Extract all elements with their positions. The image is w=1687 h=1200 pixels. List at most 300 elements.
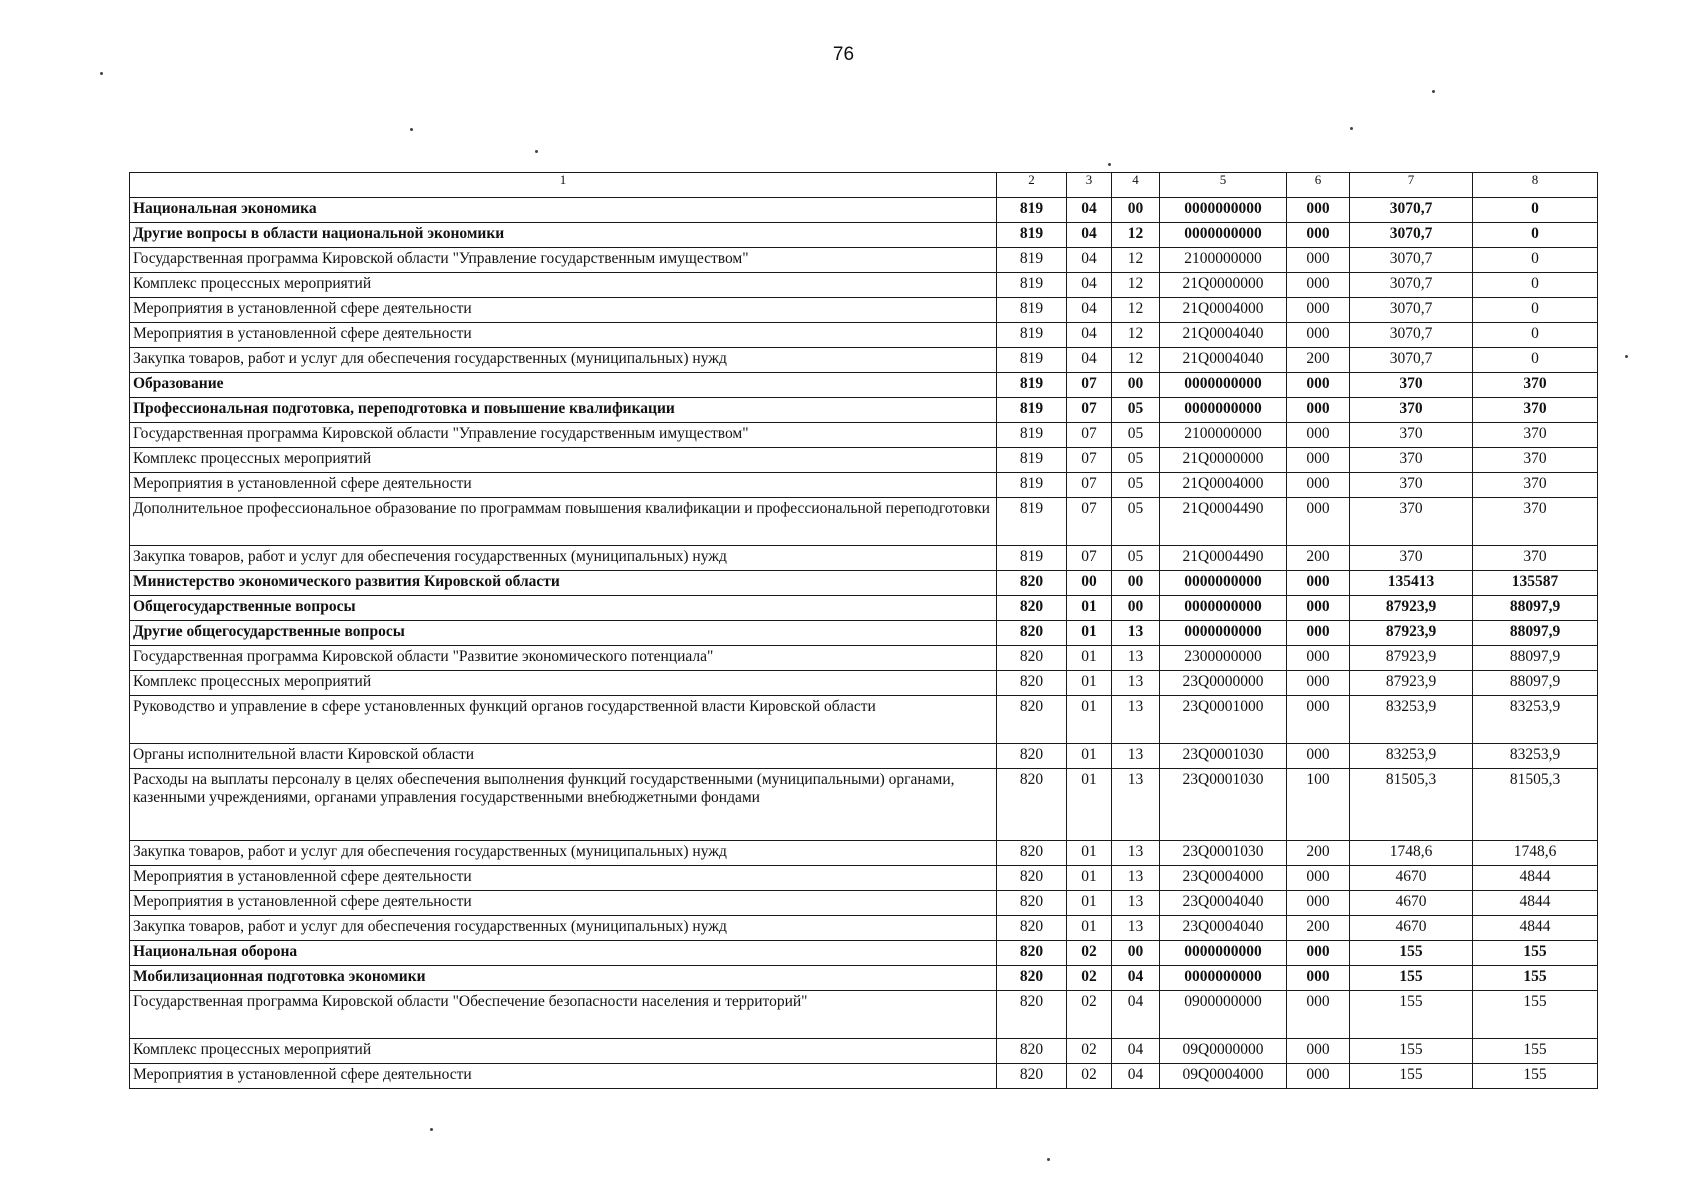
amount-cell: 3070,7 [1350,323,1473,348]
expense-type-cell: 000 [1287,248,1350,273]
column-header: 2 [997,173,1067,198]
target-article-cell: 21Q0000000 [1160,448,1287,473]
row-name-cell: Органы исполнительной власти Кировской области [130,744,997,769]
expense-type-cell: 000 [1287,571,1350,596]
expense-type-cell: 000 [1287,398,1350,423]
row-name-cell: Закупка товаров, работ и услуг для обеспечения государственных (муниципальных) нужд [130,348,997,373]
amount-cell: 1748,6 [1473,841,1598,866]
subsection-cell: 05 [1112,546,1160,571]
row-name-cell: Мероприятия в установленной сфере деятельности [130,473,997,498]
subsection-cell: 12 [1112,323,1160,348]
section-cell: 02 [1067,941,1112,966]
subsection-cell: 00 [1112,571,1160,596]
target-article-cell: 0000000000 [1160,223,1287,248]
subsection-cell: 13 [1112,769,1160,841]
section-cell: 07 [1067,448,1112,473]
amount-cell: 0 [1473,273,1598,298]
amount-cell: 88097,9 [1473,671,1598,696]
subsection-cell: 05 [1112,423,1160,448]
target-article-cell: 2100000000 [1160,423,1287,448]
section-cell: 04 [1067,323,1112,348]
expense-type-cell: 000 [1287,198,1350,223]
code-cell: 819 [997,373,1067,398]
target-article-cell: 23Q0001030 [1160,769,1287,841]
table-row [130,398,1598,423]
row-name-cell: Комплекс процессных мероприятий [130,1039,997,1064]
row-name-cell: Закупка товаров, работ и услуг для обеспечения государственных (муниципальных) нужд [130,841,997,866]
code-cell: 820 [997,866,1067,891]
target-article-cell: 0000000000 [1160,398,1287,423]
section-cell: 04 [1067,223,1112,248]
amount-cell: 370 [1350,398,1473,423]
amount-cell: 87923,9 [1350,621,1473,646]
row-name-cell: Общегосударственные вопросы [130,596,997,621]
subsection-cell: 13 [1112,891,1160,916]
expense-type-cell: 000 [1287,966,1350,991]
scan-speck [1047,1158,1050,1161]
target-article-cell: 21Q0004040 [1160,323,1287,348]
table-row [130,671,1598,696]
column-header: 5 [1160,173,1287,198]
target-article-cell: 0000000000 [1160,621,1287,646]
code-cell: 820 [997,646,1067,671]
amount-cell: 3070,7 [1350,223,1473,248]
expense-type-cell: 000 [1287,373,1350,398]
code-cell: 819 [997,423,1067,448]
table-row [130,248,1598,273]
expense-type-cell: 000 [1287,744,1350,769]
table-row [130,596,1598,621]
row-name-cell: Закупка товаров, работ и услуг для обеспечения государственных (муниципальных) нужд [130,916,997,941]
row-name-cell: Профессиональная подготовка, переподготовка и повышение квалификации [130,398,997,423]
table-row [130,1064,1598,1089]
row-name-cell: Мероприятия в установленной сфере деятельности [130,323,997,348]
section-cell: 01 [1067,916,1112,941]
amount-cell: 4844 [1473,891,1598,916]
section-cell: 01 [1067,866,1112,891]
code-cell: 820 [997,841,1067,866]
amount-cell: 155 [1473,1064,1598,1089]
row-name-cell: Руководство и управление в сфере установленных функций органов государственной власти Кировской области [130,696,997,744]
target-article-cell: 0900000000 [1160,991,1287,1039]
scan-speck [1432,90,1435,93]
row-name-cell: Государственная программа Кировской области "Управление государственным имуществом" [130,423,997,448]
expense-type-cell: 000 [1287,991,1350,1039]
subsection-cell: 00 [1112,373,1160,398]
target-article-cell: 0000000000 [1160,373,1287,398]
row-name-cell: Другие вопросы в области национальной экономики [130,223,997,248]
row-name-cell: Закупка товаров, работ и услуг для обеспечения государственных (муниципальных) нужд [130,546,997,571]
expense-type-cell: 000 [1287,596,1350,621]
subsection-cell: 12 [1112,248,1160,273]
expense-type-cell: 000 [1287,671,1350,696]
code-cell: 819 [997,198,1067,223]
target-article-cell: 0000000000 [1160,596,1287,621]
amount-cell: 370 [1473,373,1598,398]
code-cell: 820 [997,966,1067,991]
table-row [130,841,1598,866]
target-article-cell: 21Q0004000 [1160,298,1287,323]
amount-cell: 0 [1473,323,1598,348]
amount-cell: 135413 [1350,571,1473,596]
amount-cell: 370 [1350,473,1473,498]
table-row [130,348,1598,373]
section-cell: 07 [1067,398,1112,423]
section-cell: 01 [1067,621,1112,646]
amount-cell: 155 [1350,1039,1473,1064]
expense-type-cell: 000 [1287,866,1350,891]
section-cell: 04 [1067,348,1112,373]
table-row [130,498,1598,546]
amount-cell: 81505,3 [1473,769,1598,841]
table-row [130,298,1598,323]
amount-cell: 0 [1473,298,1598,323]
code-cell: 819 [997,248,1067,273]
code-cell: 819 [997,348,1067,373]
amount-cell: 0 [1473,223,1598,248]
subsection-cell: 13 [1112,621,1160,646]
expense-type-cell: 000 [1287,273,1350,298]
row-name-cell: Комплекс процессных мероприятий [130,448,997,473]
target-article-cell: 23Q0001030 [1160,744,1287,769]
code-cell: 819 [997,223,1067,248]
expense-type-cell: 000 [1287,423,1350,448]
subsection-cell: 12 [1112,348,1160,373]
subsection-cell: 13 [1112,916,1160,941]
section-cell: 00 [1067,571,1112,596]
expense-type-cell: 000 [1287,298,1350,323]
expense-type-cell: 000 [1287,621,1350,646]
subsection-cell: 04 [1112,1064,1160,1089]
row-name-cell: Мероприятия в установленной сфере деятельности [130,298,997,323]
code-cell: 820 [997,671,1067,696]
code-cell: 819 [997,546,1067,571]
amount-cell: 87923,9 [1350,671,1473,696]
subsection-cell: 00 [1112,198,1160,223]
amount-cell: 81505,3 [1350,769,1473,841]
amount-cell: 0 [1473,248,1598,273]
target-article-cell: 23Q0004000 [1160,866,1287,891]
amount-cell: 155 [1473,991,1598,1039]
code-cell: 819 [997,498,1067,546]
section-cell: 07 [1067,373,1112,398]
target-article-cell: 0000000000 [1160,966,1287,991]
code-cell: 820 [997,571,1067,596]
section-cell: 01 [1067,769,1112,841]
scan-speck [535,150,538,153]
row-name-cell: Комплекс процессных мероприятий [130,273,997,298]
section-cell: 01 [1067,696,1112,744]
scan-speck [1625,355,1628,358]
target-article-cell: 21Q0004490 [1160,498,1287,546]
expense-type-cell: 100 [1287,769,1350,841]
table-row [130,1039,1598,1064]
table-row [130,473,1598,498]
target-article-cell: 2300000000 [1160,646,1287,671]
target-article-cell: 23Q0004040 [1160,916,1287,941]
subsection-cell: 12 [1112,273,1160,298]
section-cell: 07 [1067,423,1112,448]
amount-cell: 3070,7 [1350,248,1473,273]
code-cell: 820 [997,621,1067,646]
target-article-cell: 21Q0004040 [1160,348,1287,373]
row-name-cell: Дополнительное профессиональное образование по программам повышения квалификации и профессиональной переподготовки [130,498,997,546]
table-row [130,198,1598,223]
row-name-cell: Образование [130,373,997,398]
expense-type-cell: 000 [1287,941,1350,966]
expense-type-cell: 000 [1287,646,1350,671]
expense-type-cell: 200 [1287,916,1350,941]
amount-cell: 155 [1350,1064,1473,1089]
code-cell: 820 [997,891,1067,916]
row-name-cell: Мероприятия в установленной сфере деятельности [130,1064,997,1089]
amount-cell: 83253,9 [1350,744,1473,769]
amount-cell: 0 [1473,198,1598,223]
subsection-cell: 13 [1112,744,1160,769]
target-article-cell: 21Q0004490 [1160,546,1287,571]
amount-cell: 370 [1473,398,1598,423]
table-row [130,769,1598,841]
amount-cell: 155 [1473,941,1598,966]
scan-speck [430,1128,433,1131]
subsection-cell: 00 [1112,941,1160,966]
code-cell: 820 [997,744,1067,769]
target-article-cell: 23Q0004040 [1160,891,1287,916]
target-article-cell: 2100000000 [1160,248,1287,273]
expense-type-cell: 000 [1287,1064,1350,1089]
target-article-cell: 23Q0000000 [1160,671,1287,696]
subsection-cell: 13 [1112,646,1160,671]
row-name-cell: Национальная оборона [130,941,997,966]
amount-cell: 370 [1473,546,1598,571]
table-row [130,866,1598,891]
amount-cell: 370 [1473,448,1598,473]
table-row [130,891,1598,916]
table-row [130,744,1598,769]
section-cell: 04 [1067,248,1112,273]
column-header: 3 [1067,173,1112,198]
amount-cell: 4670 [1350,916,1473,941]
subsection-cell: 12 [1112,298,1160,323]
table-row [130,423,1598,448]
expense-type-cell: 000 [1287,473,1350,498]
subsection-cell: 04 [1112,991,1160,1039]
section-cell: 01 [1067,596,1112,621]
subsection-cell: 13 [1112,866,1160,891]
row-name-cell: Мероприятия в установленной сфере деятельности [130,866,997,891]
expense-type-cell: 000 [1287,323,1350,348]
code-cell: 819 [997,473,1067,498]
amount-cell: 155 [1350,966,1473,991]
scan-speck [1108,163,1111,166]
row-name-cell: Государственная программа Кировской области "Развитие экономического потенциала" [130,646,997,671]
amount-cell: 155 [1473,966,1598,991]
amount-cell: 135587 [1473,571,1598,596]
code-cell: 819 [997,273,1067,298]
row-name-cell: Комплекс процессных мероприятий [130,671,997,696]
table-row [130,223,1598,248]
expense-type-cell: 200 [1287,841,1350,866]
table-row [130,696,1598,744]
subsection-cell: 04 [1112,1039,1160,1064]
amount-cell: 3070,7 [1350,348,1473,373]
amount-cell: 87923,9 [1350,646,1473,671]
section-cell: 02 [1067,966,1112,991]
table-header-row [130,173,1598,198]
code-cell: 820 [997,1039,1067,1064]
amount-cell: 370 [1350,373,1473,398]
table-row [130,448,1598,473]
table-body [130,198,1598,1089]
target-article-cell: 21Q0004000 [1160,473,1287,498]
budget-table [129,172,1598,1089]
code-cell: 820 [997,696,1067,744]
code-cell: 820 [997,596,1067,621]
table-row [130,546,1598,571]
subsection-cell: 00 [1112,596,1160,621]
amount-cell: 1748,6 [1350,841,1473,866]
amount-cell: 88097,9 [1473,596,1598,621]
amount-cell: 0 [1473,348,1598,373]
section-cell: 02 [1067,1039,1112,1064]
amount-cell: 88097,9 [1473,646,1598,671]
section-cell: 04 [1067,298,1112,323]
amount-cell: 3070,7 [1350,198,1473,223]
target-article-cell: 0000000000 [1160,571,1287,596]
table-row [130,916,1598,941]
amount-cell: 4670 [1350,866,1473,891]
subsection-cell: 05 [1112,473,1160,498]
subsection-cell: 05 [1112,398,1160,423]
amount-cell: 155 [1350,941,1473,966]
column-header: 6 [1287,173,1350,198]
expense-type-cell: 000 [1287,223,1350,248]
expense-type-cell: 000 [1287,891,1350,916]
amount-cell: 3070,7 [1350,273,1473,298]
column-header: 4 [1112,173,1160,198]
section-cell: 07 [1067,473,1112,498]
target-article-cell: 21Q0000000 [1160,273,1287,298]
scan-speck [1350,127,1353,130]
section-cell: 01 [1067,671,1112,696]
table-row [130,646,1598,671]
amount-cell: 155 [1350,991,1473,1039]
code-cell: 819 [997,298,1067,323]
target-article-cell: 0000000000 [1160,941,1287,966]
target-article-cell: 09Q0004000 [1160,1064,1287,1089]
section-cell: 01 [1067,841,1112,866]
amount-cell: 370 [1473,473,1598,498]
table-row [130,571,1598,596]
target-article-cell: 23Q0001000 [1160,696,1287,744]
amount-cell: 155 [1473,1039,1598,1064]
row-name-cell: Мобилизационная подготовка экономики [130,966,997,991]
section-cell: 07 [1067,498,1112,546]
amount-cell: 4670 [1350,891,1473,916]
code-cell: 820 [997,991,1067,1039]
expense-type-cell: 000 [1287,498,1350,546]
section-cell: 07 [1067,546,1112,571]
amount-cell: 370 [1473,498,1598,546]
subsection-cell: 05 [1112,448,1160,473]
column-header: 7 [1350,173,1473,198]
code-cell: 819 [997,323,1067,348]
amount-cell: 4844 [1473,866,1598,891]
amount-cell: 3070,7 [1350,298,1473,323]
row-name-cell: Другие общегосударственные вопросы [130,621,997,646]
scan-speck [410,128,413,131]
table-row [130,373,1598,398]
amount-cell: 370 [1473,423,1598,448]
amount-cell: 83253,9 [1350,696,1473,744]
row-name-cell: Министерство экономического развития Кировской области [130,571,997,596]
section-cell: 02 [1067,991,1112,1039]
table-row [130,991,1598,1039]
subsection-cell: 05 [1112,498,1160,546]
row-name-cell: Национальная экономика [130,198,997,223]
code-cell: 820 [997,769,1067,841]
amount-cell: 83253,9 [1473,696,1598,744]
code-cell: 820 [997,916,1067,941]
table-row [130,273,1598,298]
section-cell: 01 [1067,891,1112,916]
page-number: 76 [832,44,855,65]
code-cell: 820 [997,941,1067,966]
amount-cell: 370 [1350,448,1473,473]
section-cell: 04 [1067,273,1112,298]
target-article-cell: 23Q0001030 [1160,841,1287,866]
amount-cell: 88097,9 [1473,621,1598,646]
amount-cell: 83253,9 [1473,744,1598,769]
section-cell: 04 [1067,198,1112,223]
section-cell: 01 [1067,646,1112,671]
subsection-cell: 12 [1112,223,1160,248]
expense-type-cell: 000 [1287,1039,1350,1064]
amount-cell: 370 [1350,423,1473,448]
row-name-cell: Государственная программа Кировской области "Управление государственным имуществом" [130,248,997,273]
table-row [130,323,1598,348]
row-name-cell: Государственная программа Кировской области "Обеспечение безопасности населения и территорий" [130,991,997,1039]
section-cell: 01 [1067,744,1112,769]
subsection-cell: 13 [1112,696,1160,744]
expense-type-cell: 000 [1287,448,1350,473]
table-row [130,941,1598,966]
target-article-cell: 09Q0000000 [1160,1039,1287,1064]
subsection-cell: 04 [1112,966,1160,991]
expense-type-cell: 200 [1287,546,1350,571]
target-article-cell: 0000000000 [1160,198,1287,223]
row-name-cell: Расходы на выплаты персоналу в целях обеспечения выполнения функций государственными (муниципальными) органами, казенными учреждениями, органами управления государственными внебюджетными фондами [130,769,997,841]
table-row [130,621,1598,646]
code-cell: 819 [997,398,1067,423]
column-header: 8 [1473,173,1598,198]
expense-type-cell: 200 [1287,348,1350,373]
expense-type-cell: 000 [1287,696,1350,744]
section-cell: 02 [1067,1064,1112,1089]
row-name-cell: Мероприятия в установленной сфере деятельности [130,891,997,916]
scan-speck [100,72,103,75]
code-cell: 819 [997,448,1067,473]
amount-cell: 87923,9 [1350,596,1473,621]
table-row [130,966,1598,991]
subsection-cell: 13 [1112,671,1160,696]
subsection-cell: 13 [1112,841,1160,866]
amount-cell: 4844 [1473,916,1598,941]
column-header: 1 [130,173,997,198]
code-cell: 820 [997,1064,1067,1089]
amount-cell: 370 [1350,546,1473,571]
amount-cell: 370 [1350,498,1473,546]
